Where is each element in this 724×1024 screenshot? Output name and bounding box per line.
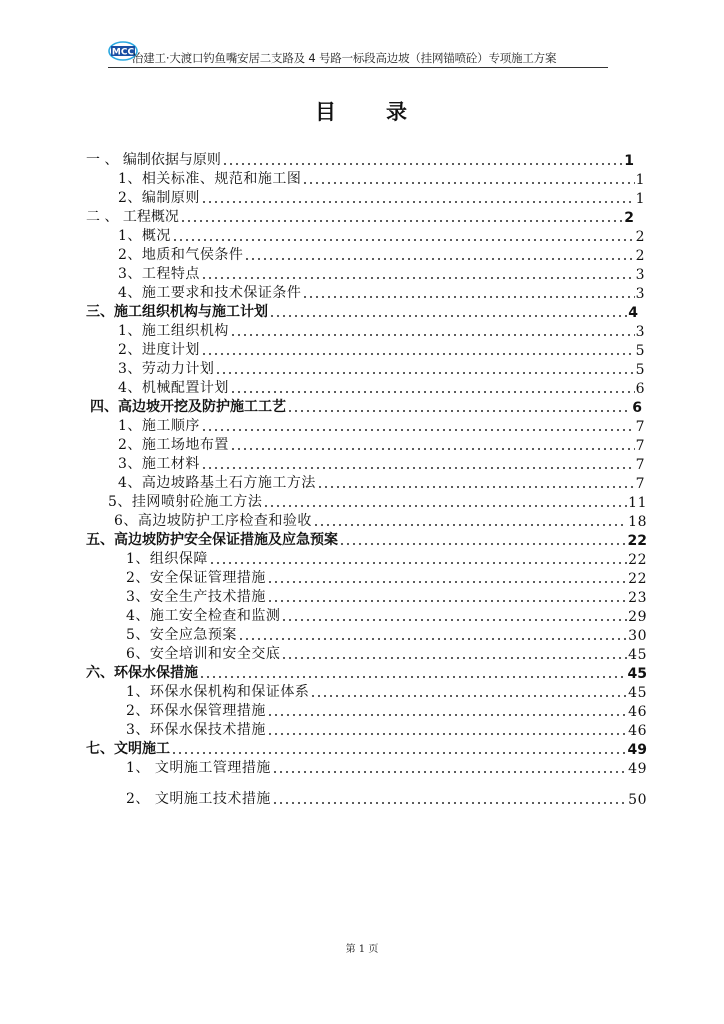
toc-entry-label: 5、挂网喷射砼施工方法 <box>108 494 263 510</box>
toc-page-number: 2 <box>635 248 645 264</box>
toc-entry-label: 1、施工顺序 <box>118 418 200 434</box>
dot-leader <box>201 418 635 432</box>
toc-subsection-entry[interactable] <box>126 605 647 625</box>
dot-leader <box>230 380 635 394</box>
toc-entry-label: 4、高边坡路基土石方施工方法 <box>118 475 316 491</box>
toc-subsection-entry[interactable] <box>126 719 647 739</box>
toc-page-number: 22 <box>628 571 647 587</box>
toc-page-number: 45 <box>628 647 647 663</box>
toc-entry-label: 2、安全保证管理措施 <box>126 570 266 586</box>
dot-leader <box>199 665 627 679</box>
toc-page-number: 22 <box>627 533 647 549</box>
toc-subsection-entry[interactable] <box>126 567 647 587</box>
dot-leader <box>244 247 634 261</box>
toc-entry-label: 6、高边坡防护工序检查和验收 <box>114 513 312 529</box>
page-number: 第 1 页 <box>345 944 379 955</box>
toc-page-number: 1 <box>635 191 645 207</box>
toc-entry-label: 七、文明施工 <box>86 741 170 757</box>
toc-page-number: 45 <box>628 685 647 701</box>
dot-leader <box>201 456 635 470</box>
toc-page-number: 7 <box>635 419 645 435</box>
toc-entry-label: 1、 文明施工管理措施 <box>126 760 271 776</box>
dot-leader <box>267 589 627 603</box>
toc-page-number: 5 <box>635 362 645 378</box>
toc-entry-label: 2、进度计划 <box>118 342 200 358</box>
toc-page-number: 3 <box>635 324 645 340</box>
toc-page-number: 46 <box>628 723 647 739</box>
toc-subsection-entry[interactable] <box>118 168 645 188</box>
toc-section-entry[interactable] <box>90 396 642 416</box>
toc-entry-label: 2、 文明施工技术措施 <box>126 791 271 807</box>
toc-page-number: 5 <box>635 343 645 359</box>
dot-leader <box>272 760 627 774</box>
toc-page-number: 7 <box>635 438 645 454</box>
dot-leader <box>267 722 627 736</box>
toc-page-number: 7 <box>635 476 645 492</box>
toc-subsection-entry[interactable] <box>118 244 645 264</box>
toc-entry-label: 5、安全应急预案 <box>126 627 237 643</box>
toc-entry-label: 1、环保水保机构和保证体系 <box>126 684 310 700</box>
toc-page-number: 2 <box>624 210 634 226</box>
toc-entry-label: 1、组织保障 <box>126 551 208 567</box>
toc-entry-label: 4、机械配置计划 <box>118 380 229 396</box>
toc-page-number: 49 <box>627 742 647 758</box>
toc-subsection-entry[interactable] <box>114 510 647 530</box>
toc-page-number: 30 <box>628 628 647 644</box>
dot-leader <box>201 266 635 280</box>
toc-entry-label: 3、工程特点 <box>118 266 200 282</box>
dot-leader <box>287 399 631 413</box>
toc-page-number: 4 <box>628 305 638 321</box>
toc-subsection-entry[interactable] <box>126 586 647 606</box>
dot-leader <box>317 475 635 489</box>
dot-leader <box>180 209 623 223</box>
toc-page-number: 45 <box>627 666 647 682</box>
dot-leader <box>263 494 627 508</box>
toc-entry-label: 3、劳动力计划 <box>118 361 215 377</box>
toc-subsection-entry[interactable] <box>118 263 645 283</box>
toc-entry-label: 1、概况 <box>118 228 171 244</box>
dot-leader <box>269 304 627 318</box>
dot-leader <box>171 741 627 755</box>
toc-page-number: 7 <box>635 457 645 473</box>
dot-leader <box>201 342 635 356</box>
toc-subsection-entry[interactable] <box>118 453 645 473</box>
toc-entry-label: 一 、 编制依据与原则 <box>86 152 221 168</box>
toc-page-number: 46 <box>628 704 647 720</box>
dot-leader <box>172 228 635 242</box>
dot-leader <box>230 323 635 337</box>
toc-subsection-entry[interactable] <box>118 434 645 454</box>
toc-entry-label: 五、高边坡防护安全保证措施及应急预案 <box>86 532 338 548</box>
dot-leader <box>215 361 634 375</box>
toc-page-number: 2 <box>635 229 645 245</box>
toc-page-number: 50 <box>628 792 647 808</box>
toc-entry-label: 3、安全生产技术措施 <box>126 589 266 605</box>
toc-section-entry[interactable] <box>86 738 647 758</box>
toc-subsection-entry[interactable] <box>108 491 647 511</box>
toc-subsection-entry[interactable] <box>118 187 645 207</box>
toc-subsection-entry[interactable] <box>126 643 647 663</box>
toc-page-number: 1 <box>635 172 645 188</box>
toc-page-number: 11 <box>628 495 647 511</box>
title-char-2: 录 <box>386 99 409 124</box>
toc-subsection-entry[interactable] <box>126 757 647 777</box>
toc-subsection-entry[interactable] <box>118 225 645 245</box>
toc-subsection-entry[interactable] <box>126 624 647 644</box>
dot-leader <box>313 513 627 527</box>
toc-entry-label: 二 、 工程概况 <box>86 209 179 225</box>
toc-entry-label: 1、相关标准、规范和施工图 <box>118 171 302 187</box>
toc-section-entry[interactable] <box>86 206 634 226</box>
dot-leader <box>302 171 634 185</box>
toc-section-entry[interactable] <box>86 529 647 549</box>
toc-entry-label: 3、施工材料 <box>118 456 200 472</box>
dot-leader <box>281 646 627 660</box>
toc-page-number: 18 <box>628 514 647 530</box>
toc-section-entry[interactable] <box>86 662 647 682</box>
toc-entry-label: 2、地质和气侯条件 <box>118 247 244 263</box>
dot-leader <box>209 551 627 565</box>
dot-leader <box>302 285 634 299</box>
toc-entry-label: 四、高边坡开挖及防护施工工艺 <box>90 399 286 415</box>
dot-leader <box>281 608 627 622</box>
toc-entry-label: 3、环保水保技术措施 <box>126 722 266 738</box>
toc-entry-label: 1、施工组织机构 <box>118 323 229 339</box>
toc-page-number: 3 <box>635 286 645 302</box>
toc-section-entry[interactable] <box>86 149 634 169</box>
toc-page-number: 29 <box>628 609 647 625</box>
toc-entry-label: 2、环保水保管理措施 <box>126 703 266 719</box>
toc-subsection-entry[interactable] <box>126 788 647 808</box>
toc-entry-label: 2、施工场地布置 <box>118 437 229 453</box>
toc-page-number: 49 <box>628 761 647 777</box>
dot-leader <box>339 532 627 546</box>
toc-entry-label: 4、施工要求和技术保证条件 <box>118 285 302 301</box>
toc-page-number: 3 <box>635 267 645 283</box>
toc-entry-label: 三、施工组织机构与施工计划 <box>86 304 268 320</box>
dot-leader <box>201 190 635 204</box>
toc-entry-label: 4、施工安全检查和监测 <box>126 608 281 624</box>
toc-page-number: 22 <box>628 552 647 568</box>
toc-subsection-entry[interactable] <box>118 339 645 359</box>
title-char-1: 目 <box>315 99 338 124</box>
dot-leader <box>267 570 627 584</box>
toc-subsection-entry[interactable] <box>118 358 645 378</box>
toc-subsection-entry[interactable] <box>118 320 645 340</box>
dot-leader <box>272 791 627 805</box>
dot-leader <box>238 627 627 641</box>
toc-entry-label: 2、编制原则 <box>118 190 200 206</box>
dot-leader <box>230 437 635 451</box>
toc-page-number: 6 <box>635 381 645 397</box>
toc-subsection-entry[interactable] <box>118 377 645 397</box>
toc-subsection-entry[interactable] <box>118 282 645 302</box>
toc-page-number: 1 <box>624 153 634 169</box>
toc-subsection-entry[interactable] <box>126 700 647 720</box>
toc-subsection-entry[interactable] <box>118 472 645 492</box>
dot-leader <box>267 703 627 717</box>
toc-subsection-entry[interactable] <box>126 681 647 701</box>
toc-entry-label: 六、环保水保措施 <box>86 665 198 681</box>
toc-subsection-entry[interactable] <box>126 548 647 568</box>
toc-section-entry[interactable] <box>86 301 638 321</box>
toc-page-number: 23 <box>628 590 647 606</box>
toc-subsection-entry[interactable] <box>118 415 645 435</box>
dot-leader <box>222 152 623 166</box>
svg-text:MCC: MCC <box>111 47 135 58</box>
toc-entry-label: 6、安全培训和安全交底 <box>126 646 281 662</box>
header-title: 冶建工·大渡口钓鱼嘴安居二支路及 4 号路一标段高边坡（挂网锚喷砼）专项施工方案 <box>132 51 557 65</box>
dot-leader <box>310 684 627 698</box>
toc-page-number: 6 <box>632 400 642 416</box>
